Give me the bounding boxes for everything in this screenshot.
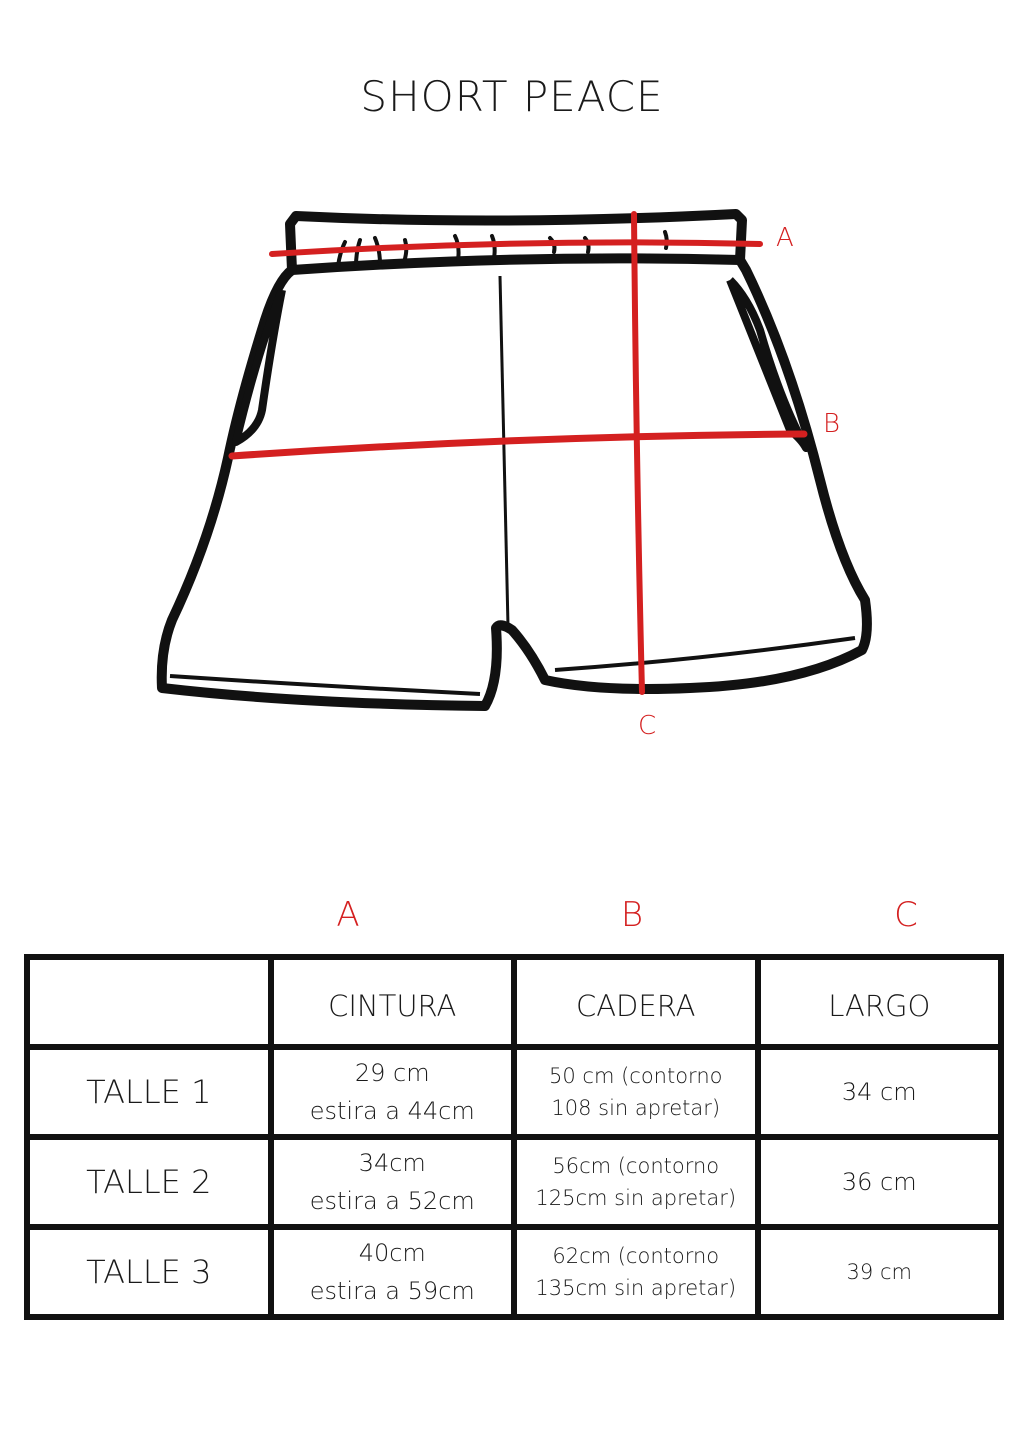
table-row xyxy=(27,1047,1001,1137)
cintura-stretch: estira a 52cm xyxy=(309,1187,475,1215)
cadera-relaxed: 125cm sin apretar) xyxy=(535,1186,737,1210)
column-letter-a: A xyxy=(336,895,360,935)
size-label: TALLE 1 xyxy=(27,1047,271,1137)
cadera-cell xyxy=(514,1227,758,1317)
cintura-stretch: estira a 44cm xyxy=(309,1097,475,1125)
cintura-value: 29 cm xyxy=(354,1059,430,1087)
size-table xyxy=(24,954,1004,1320)
cadera-cell xyxy=(514,1047,758,1137)
header-cintura: CINTURA xyxy=(271,957,515,1047)
header-cadera: CADERA xyxy=(514,957,758,1047)
label-c: C xyxy=(638,711,657,741)
table-row xyxy=(27,1137,1001,1227)
right-hem xyxy=(555,638,855,670)
largo-cell: 36 cm xyxy=(758,1137,1002,1227)
measure-line-b xyxy=(232,434,804,456)
cadera-relaxed: 108 sin apretar) xyxy=(551,1096,721,1120)
cadera-cell xyxy=(514,1137,758,1227)
cintura-value: 40cm xyxy=(358,1239,426,1267)
cadera-relaxed: 135cm sin apretar) xyxy=(535,1276,737,1300)
column-letter-b: B xyxy=(620,895,644,935)
size-label: TALLE 3 xyxy=(27,1227,271,1317)
size-label: TALLE 2 xyxy=(27,1137,271,1227)
cadera-value: 62cm (contorno xyxy=(552,1244,720,1268)
right-pocket xyxy=(730,280,806,448)
table-header-row xyxy=(27,957,1001,1047)
cintura-cell xyxy=(271,1227,515,1317)
largo-cell: 34 cm xyxy=(758,1047,1002,1137)
label-b: B xyxy=(823,409,841,439)
measure-line-c xyxy=(634,214,642,692)
header-largo: LARGO xyxy=(758,957,1002,1047)
header-empty xyxy=(27,957,271,1047)
left-pocket xyxy=(236,290,282,442)
cintura-cell xyxy=(271,1047,515,1137)
cadera-value: 50 cm (contorno xyxy=(549,1064,723,1088)
cadera-value: 56cm (contorno xyxy=(552,1154,720,1178)
cintura-value: 34cm xyxy=(358,1149,426,1177)
center-seam xyxy=(500,276,508,626)
column-letter-c: C xyxy=(894,895,918,935)
largo-cell: 39 cm xyxy=(758,1227,1002,1317)
table-row xyxy=(27,1227,1001,1317)
cintura-cell xyxy=(271,1137,515,1227)
cintura-stretch: estira a 59cm xyxy=(309,1277,475,1305)
page-title: SHORT PEACE xyxy=(360,72,664,121)
shorts-diagram xyxy=(0,180,1024,760)
label-a: A xyxy=(776,223,794,253)
